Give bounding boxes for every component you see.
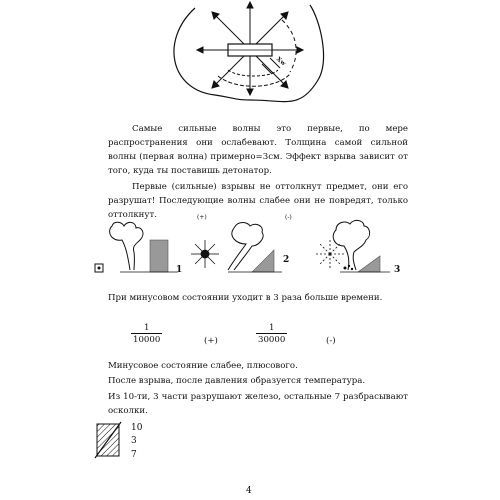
wave-thickness-label: Xw <box>274 55 287 68</box>
figure-3-wedge <box>358 256 380 272</box>
fraction-minus-numerator: 1 <box>268 323 275 333</box>
split-value-3: 3 <box>131 436 137 446</box>
figure-2-burst <box>191 240 219 268</box>
plus-label: (+) <box>197 214 207 221</box>
split-square-figure <box>95 422 125 462</box>
figure-2-mushroom <box>228 223 263 271</box>
line-minus-weaker: Минусовое состояние слабее, плюсового. <box>108 361 298 371</box>
fraction-plus <box>131 323 162 345</box>
split-value-10: 10 <box>131 423 143 433</box>
figure-number-2: 2 <box>283 255 290 265</box>
fraction-plus-numerator: 1 <box>143 323 150 333</box>
figure-number-1: 1 <box>176 265 183 275</box>
figure-1-bar <box>150 240 168 272</box>
fraction-minus <box>256 323 287 345</box>
fraction-minus-denominator: 30000 <box>258 335 286 345</box>
minus-label: (-) <box>285 214 292 221</box>
explosion-figure-row <box>0 212 500 282</box>
figure-2-wedge <box>252 250 274 272</box>
figure-number-3: 3 <box>394 265 401 275</box>
minus-time-text: При минусовом состоянии уходит в 3 раза больше времени. <box>108 293 383 303</box>
fraction-minus-sign: (-) <box>326 336 336 346</box>
explosion-waves-diagram <box>0 0 500 120</box>
line-temperature: После взрыва, после давления образуется температура. <box>108 376 366 386</box>
fraction-plus-denominator: 10000 <box>133 335 161 345</box>
split-value-7: 7 <box>131 450 137 460</box>
paragraph-1: Самые сильные волны это первые, по мере распространения они ослабевают. Толщина самой сильной волны (первая волна) примерно=3см. Эффект взрыва зависит от того, куда ты поставишь детонатор. <box>108 124 408 176</box>
page-number: 4 <box>246 486 252 496</box>
paragraph-2: Первые (сильные) взрывы не оттолкнут предмет, они его разрушат! Последующие волны слабее они не повредят, только оттолкнут. <box>108 182 408 220</box>
paragraph-3: Из 10-ти, 3 части разрушают железо, остальные 7 разбрасывают осколки. <box>108 392 408 416</box>
figure-3-burst <box>316 240 344 268</box>
figure-1-mushroom <box>110 222 143 270</box>
fraction-plus-sign: (+) <box>204 336 218 346</box>
